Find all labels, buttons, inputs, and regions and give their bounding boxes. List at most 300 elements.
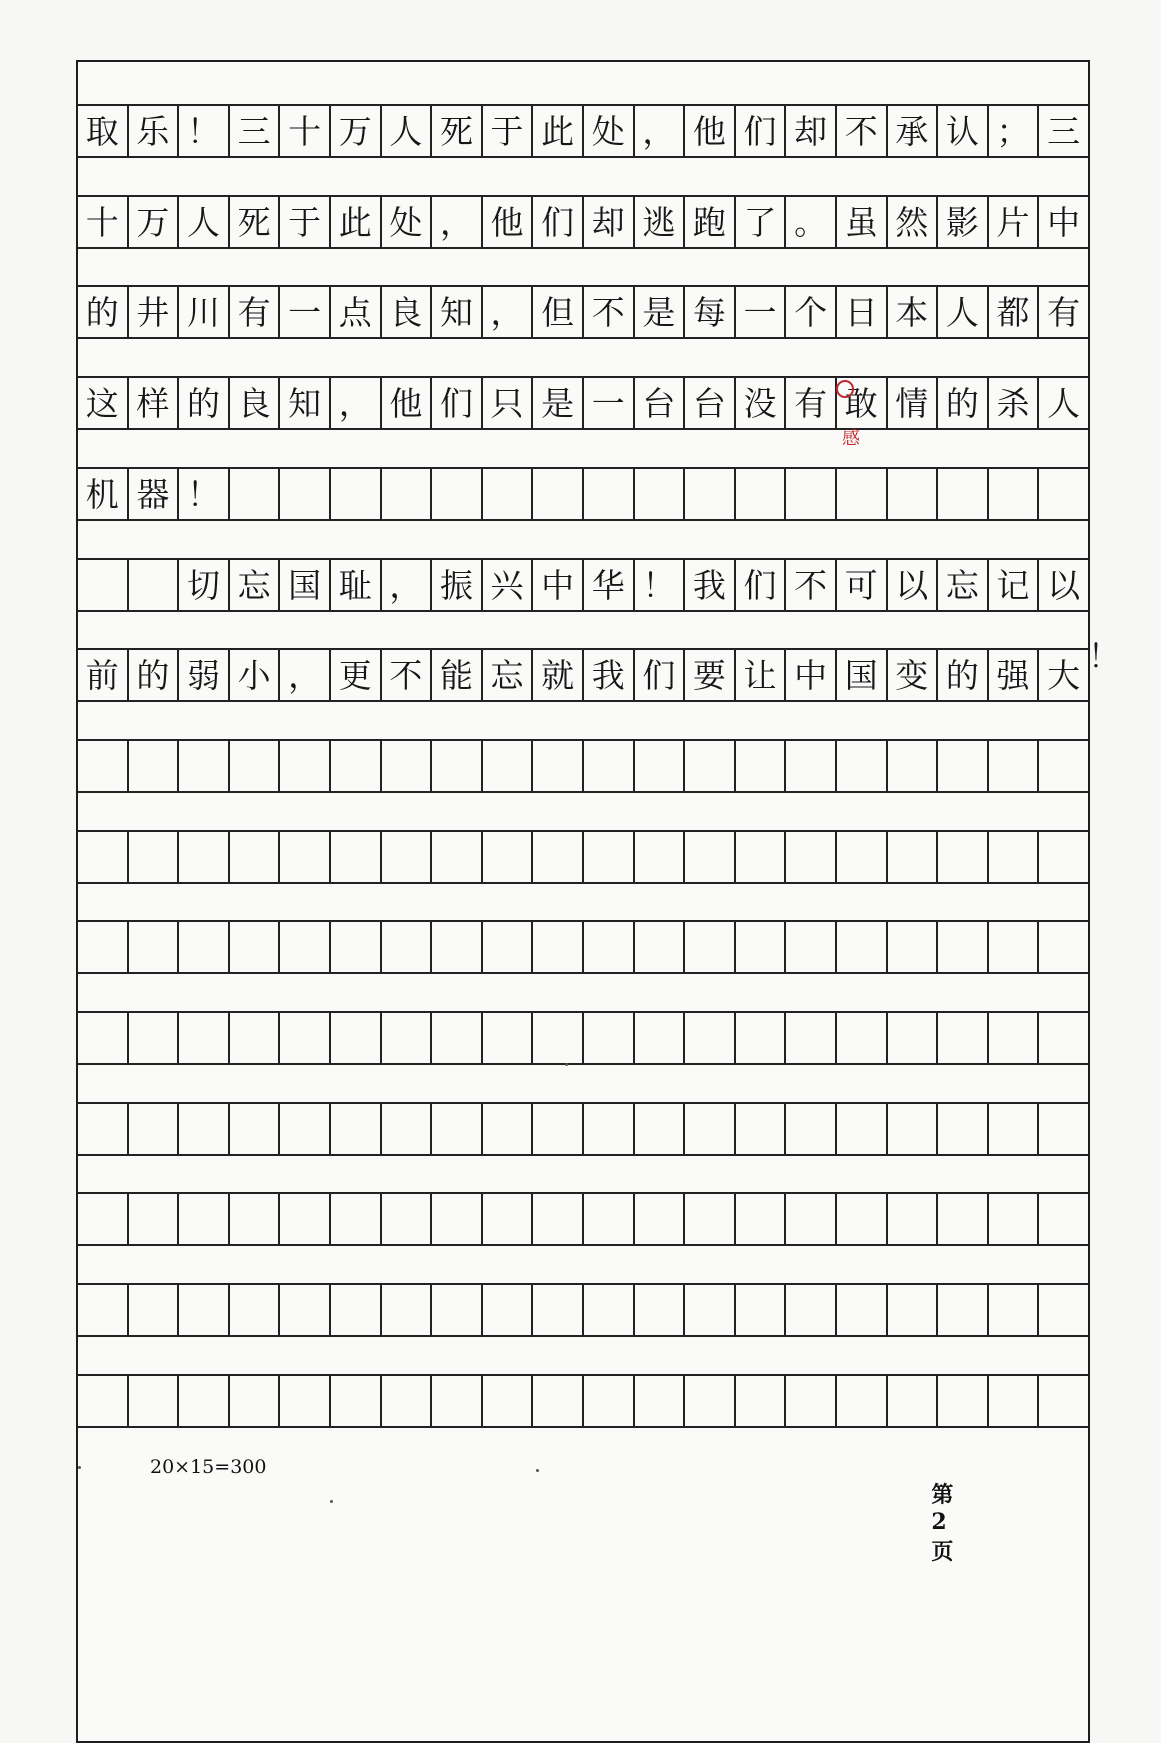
grid-cell <box>533 1376 584 1426</box>
grid-cell: 本 <box>888 287 939 337</box>
grid-cell <box>331 741 382 791</box>
grid-cell: 机 <box>78 469 129 519</box>
teacher-correction: 感 <box>842 428 860 449</box>
grid-cell: 以 <box>1047 565 1081 605</box>
grid-cell: ！ <box>179 469 230 519</box>
grid-cell <box>78 1013 129 1063</box>
grid-cell: 人 <box>1047 383 1081 423</box>
grid-cell: 此 <box>331 197 382 247</box>
grid-cell <box>635 1013 686 1063</box>
grid-cell <box>432 1013 483 1063</box>
grid-cell <box>938 1285 989 1335</box>
grid-cell <box>584 1194 635 1244</box>
grid-cell <box>533 469 584 519</box>
grid-cell <box>685 922 736 972</box>
grid-cell <box>280 1376 331 1426</box>
grid-cell: 川 <box>179 287 230 337</box>
grid-cell: 的 <box>179 378 230 428</box>
grid-cell <box>989 469 1040 519</box>
grid-cell <box>230 1376 281 1426</box>
grid-cell: 跑 <box>685 197 736 247</box>
grid-cell: 他 <box>685 106 736 156</box>
grid-cell: 有 <box>786 378 837 428</box>
grid-cell: 三 <box>1047 111 1081 151</box>
grid-cell <box>837 1013 888 1063</box>
grid-cell <box>584 1104 635 1154</box>
grid-cell <box>635 1194 686 1244</box>
grid-cell <box>230 832 281 882</box>
grid-cell <box>837 1194 888 1244</box>
grid-cell <box>786 832 837 882</box>
grid-row <box>78 376 1088 430</box>
grid-size-label: 20×15=300 <box>150 1456 267 1478</box>
grid-cell: 乐 <box>129 106 180 156</box>
grid-cell <box>483 1104 534 1154</box>
grid-cell: 杀 <box>989 378 1040 428</box>
grid-cell: 是 <box>533 378 584 428</box>
grid-cell: 然 <box>888 197 939 247</box>
grid-cell: 却 <box>584 197 635 247</box>
grid-cell: 知 <box>432 287 483 337</box>
grid-cell <box>584 469 635 519</box>
paper-speck <box>78 1466 81 1469</box>
grid-cell <box>989 741 1040 791</box>
grid-cell <box>685 1376 736 1426</box>
grid-cell <box>786 1013 837 1063</box>
grid-cell: 于 <box>483 106 534 156</box>
grid-cell <box>989 1194 1040 1244</box>
grid-cell <box>938 1194 989 1244</box>
grid-cell: 处 <box>584 106 635 156</box>
grid-cell <box>129 1376 180 1426</box>
grid-cell: ， <box>432 197 483 247</box>
grid-cell <box>230 741 281 791</box>
grid-cell <box>382 741 433 791</box>
grid-cell <box>938 469 989 519</box>
grid-cell <box>685 469 736 519</box>
grid-cell <box>989 1285 1040 1335</box>
grid-cell <box>685 1194 736 1244</box>
grid-cell <box>888 1013 939 1063</box>
grid-cell <box>129 1285 180 1335</box>
grid-cell: 台 <box>635 378 686 428</box>
grid-cell: 十 <box>78 197 129 247</box>
grid-cell: 了 <box>736 197 787 247</box>
grid-cell: 是 <box>635 287 686 337</box>
grid-cell <box>331 1376 382 1426</box>
grid-cell: 的 <box>938 378 989 428</box>
grid-cell <box>1039 1194 1088 1244</box>
grid-cell <box>533 922 584 972</box>
grid-cell: 他 <box>382 378 433 428</box>
correction-circle <box>836 380 854 398</box>
grid-cell <box>179 832 230 882</box>
grid-cell <box>888 1194 939 1244</box>
grid-cell: 强 <box>989 650 1040 700</box>
grid-cell <box>685 1104 736 1154</box>
grid-row <box>78 1192 1088 1246</box>
grid-cell: 记 <box>989 560 1040 610</box>
grid-cell <box>635 1376 686 1426</box>
grid-cell <box>483 1376 534 1426</box>
grid-cell <box>483 1285 534 1335</box>
grid-cell: 他 <box>483 197 534 247</box>
grid-cell <box>938 832 989 882</box>
grid-cell: ， <box>331 378 382 428</box>
grid-cell: 们 <box>736 560 787 610</box>
grid-cell: 有 <box>230 287 281 337</box>
grid-cell <box>888 469 939 519</box>
grid-cell: ， <box>635 106 686 156</box>
grid-cell <box>280 922 331 972</box>
grid-cell <box>989 1376 1040 1426</box>
grid-cell <box>78 1376 129 1426</box>
grid-cell <box>129 1104 180 1154</box>
grid-cell <box>635 1285 686 1335</box>
grid-cell: 取 <box>78 106 129 156</box>
grid-cell: 们 <box>533 197 584 247</box>
grid-cell: 弱 <box>179 650 230 700</box>
grid-cell <box>483 469 534 519</box>
grid-cell: 却 <box>786 106 837 156</box>
line-overflow-punctuation: ！ <box>1088 637 1121 675</box>
grid-cell <box>888 832 939 882</box>
grid-cell <box>129 1013 180 1063</box>
grid-cell <box>483 1194 534 1244</box>
grid-cell <box>786 1376 837 1426</box>
grid-cell <box>533 832 584 882</box>
grid-cell: 我 <box>584 650 635 700</box>
grid-cell <box>736 832 787 882</box>
grid-cell <box>78 1194 129 1244</box>
grid-cell: 忘 <box>230 560 281 610</box>
grid-cell <box>938 922 989 972</box>
grid-cell: 承 <box>888 106 939 156</box>
grid-cell <box>78 741 129 791</box>
grid-cell <box>179 1285 230 1335</box>
grid-cell <box>584 1013 635 1063</box>
grid-cell <box>432 1285 483 1335</box>
grid-cell: 能 <box>432 650 483 700</box>
grid-cell: 日 <box>837 287 888 337</box>
grid-cell <box>331 832 382 882</box>
grid-cell <box>989 1104 1040 1154</box>
grid-cell <box>786 1104 837 1154</box>
grid-row <box>78 1102 1088 1156</box>
grid-cell: 十 <box>280 106 331 156</box>
grid-cell <box>179 1013 230 1063</box>
grid-cell <box>888 1376 939 1426</box>
grid-cell <box>129 922 180 972</box>
grid-cell <box>483 1013 534 1063</box>
grid-cell: 不 <box>584 287 635 337</box>
grid-cell <box>483 832 534 882</box>
grid-cell: 的 <box>129 650 180 700</box>
grid-cell <box>483 922 534 972</box>
grid-cell: 的 <box>78 287 129 337</box>
grid-cell: 我 <box>685 560 736 610</box>
grid-cell <box>179 1104 230 1154</box>
grid-cell: 死 <box>230 197 281 247</box>
page-prefix: 第 <box>931 1482 954 1508</box>
grid-cell <box>786 469 837 519</box>
grid-cell <box>230 1285 281 1335</box>
grid-cell: 人 <box>382 106 433 156</box>
grid-cell: 中 <box>786 650 837 700</box>
grid-cell <box>989 832 1040 882</box>
grid-cell: 每 <box>685 287 736 337</box>
grid-cell: ！ <box>179 106 230 156</box>
grid-cell <box>179 922 230 972</box>
grid-cell <box>635 741 686 791</box>
grid-cell: 不 <box>837 106 888 156</box>
grid-cell: 变 <box>888 650 939 700</box>
grid-row <box>78 830 1088 884</box>
grid-cell: 一 <box>584 378 635 428</box>
grid-row <box>78 648 1088 702</box>
grid-cell <box>685 741 736 791</box>
grid-cell <box>432 1104 483 1154</box>
grid-cell <box>736 741 787 791</box>
grid-cell <box>786 1285 837 1335</box>
grid-cell <box>280 741 331 791</box>
grid-cell <box>685 1285 736 1335</box>
grid-cell: 不 <box>786 560 837 610</box>
grid-cell: 但 <box>533 287 584 337</box>
grid-cell <box>736 469 787 519</box>
grid-cell: 万 <box>331 106 382 156</box>
grid-cell: 一 <box>280 287 331 337</box>
grid-cell <box>129 741 180 791</box>
grid-cell <box>382 469 433 519</box>
grid-cell: 小 <box>230 650 281 700</box>
grid-cell <box>1039 1104 1088 1154</box>
grid-cell <box>1039 1013 1088 1063</box>
grid-cell <box>533 1285 584 1335</box>
grid-cell <box>837 1376 888 1426</box>
grid-cell <box>432 922 483 972</box>
grid-cell <box>533 1104 584 1154</box>
grid-cell: 华 <box>584 560 635 610</box>
grid-cell <box>837 1104 888 1154</box>
grid-cell <box>129 1194 180 1244</box>
grid-cell <box>78 832 129 882</box>
grid-cell: 兴 <box>483 560 534 610</box>
grid-row <box>78 1011 1088 1065</box>
grid-cell <box>938 1376 989 1426</box>
grid-cell: 逃 <box>635 197 686 247</box>
grid-cell: 可 <box>837 560 888 610</box>
grid-cell: 处 <box>382 197 433 247</box>
grid-cell: 大 <box>1047 655 1081 695</box>
grid-cell: 有 <box>1047 292 1081 332</box>
grid-cell <box>230 1013 281 1063</box>
grid-cell: 切 <box>179 560 230 610</box>
grid-cell: 耻 <box>331 560 382 610</box>
grid-cell <box>179 1376 230 1426</box>
page-suffix: 页 <box>931 1539 954 1565</box>
paper-speck <box>330 1500 333 1503</box>
grid-cell: 影 <box>938 197 989 247</box>
grid-cell: 以 <box>888 560 939 610</box>
grid-cell <box>786 922 837 972</box>
grid-cell <box>584 741 635 791</box>
grid-cell <box>1039 922 1088 972</box>
grid-cell: 们 <box>635 650 686 700</box>
grid-row <box>78 467 1088 521</box>
grid-cell <box>837 1285 888 1335</box>
grid-cell <box>230 1104 281 1154</box>
grid-cell <box>382 922 433 972</box>
grid-cell <box>888 1285 939 1335</box>
grid-row <box>78 1283 1088 1337</box>
grid-cell <box>280 469 331 519</box>
grid-cell: 振 <box>432 560 483 610</box>
grid-cell <box>584 832 635 882</box>
grid-cell <box>1039 1285 1088 1335</box>
grid-cell: 三 <box>230 106 281 156</box>
grid-cell: ； <box>989 106 1040 156</box>
grid-cell <box>78 922 129 972</box>
grid-cell <box>129 832 180 882</box>
grid-cell: 片 <box>989 197 1040 247</box>
grid-cell <box>837 741 888 791</box>
grid-cell <box>331 922 382 972</box>
grid-cell <box>635 922 686 972</box>
grid-cell <box>483 741 534 791</box>
grid-cell: 更 <box>331 650 382 700</box>
grid-cell: 点 <box>331 287 382 337</box>
grid-cell: ， <box>382 560 433 610</box>
grid-cell: 个 <box>786 287 837 337</box>
page-number: 2 <box>931 1509 947 1535</box>
grid-cell <box>635 832 686 882</box>
grid-cell: 于 <box>280 197 331 247</box>
grid-cell <box>938 741 989 791</box>
grid-cell <box>786 741 837 791</box>
grid-cell <box>432 741 483 791</box>
grid-cell <box>736 1194 787 1244</box>
grid-cell: 情 <box>888 378 939 428</box>
grid-cell <box>382 1194 433 1244</box>
grid-cell: 前 <box>78 650 129 700</box>
grid-cell <box>533 1194 584 1244</box>
grid-cell: 国 <box>280 560 331 610</box>
grid-cell <box>736 1104 787 1154</box>
grid-cell <box>938 1013 989 1063</box>
grid-cell <box>938 1104 989 1154</box>
grid-cell <box>584 1376 635 1426</box>
grid-cell <box>331 1285 382 1335</box>
grid-cell <box>179 741 230 791</box>
grid-cell: 只 <box>483 378 534 428</box>
grid-cell <box>230 922 281 972</box>
grid-cell <box>280 1013 331 1063</box>
grid-cell <box>331 1104 382 1154</box>
grid-cell <box>78 560 129 610</box>
grid-cell <box>432 1376 483 1426</box>
grid-cell: 人 <box>938 287 989 337</box>
grid-cell: 此 <box>533 106 584 156</box>
grid-cell: 就 <box>533 650 584 700</box>
grid-cell: 这 <box>78 378 129 428</box>
grid-cell <box>382 1376 433 1426</box>
grid-cell <box>736 1013 787 1063</box>
grid-cell <box>837 469 888 519</box>
grid-cell <box>382 1013 433 1063</box>
grid-cell: 们 <box>432 378 483 428</box>
grid-cell <box>888 1104 939 1154</box>
grid-cell: 要 <box>685 650 736 700</box>
grid-cell: 中 <box>533 560 584 610</box>
grid-cell <box>230 1194 281 1244</box>
grid-row <box>78 739 1088 793</box>
grid-cell: ， <box>280 650 331 700</box>
grid-row <box>78 104 1088 158</box>
grid-cell: 的 <box>938 650 989 700</box>
grid-cell <box>736 922 787 972</box>
grid-cell: 样 <box>129 378 180 428</box>
grid-cell: 国 <box>837 650 888 700</box>
grid-cell: 认 <box>938 106 989 156</box>
grid-cell <box>837 922 888 972</box>
grid-cell <box>432 832 483 882</box>
grid-cell: 敢 <box>837 378 888 428</box>
grid-cell: ， <box>483 287 534 337</box>
grid-cell: 。 <box>786 197 837 247</box>
grid-cell <box>685 832 736 882</box>
grid-cell <box>584 1285 635 1335</box>
grid-cell: 不 <box>382 650 433 700</box>
grid-cell <box>179 1194 230 1244</box>
page-number-label <box>916 1452 953 1566</box>
grid-cell: 都 <box>989 287 1040 337</box>
grid-cell <box>989 922 1040 972</box>
grid-cell <box>685 1013 736 1063</box>
grid-cell <box>584 922 635 972</box>
grid-cell <box>1039 1376 1088 1426</box>
grid-cell <box>78 1104 129 1154</box>
grid-cell <box>382 1104 433 1154</box>
grid-cell <box>382 832 433 882</box>
grid-cell: 良 <box>230 378 281 428</box>
grid-cell <box>1039 832 1088 882</box>
grid-cell <box>280 1104 331 1154</box>
grid-cell <box>78 1285 129 1335</box>
grid-cell: 中 <box>1047 202 1081 242</box>
grid-cell: 们 <box>736 106 787 156</box>
paper-speck <box>565 1063 568 1066</box>
grid-cell <box>432 1194 483 1244</box>
grid-cell: 知 <box>280 378 331 428</box>
grid-cell <box>432 469 483 519</box>
grid-cell <box>331 469 382 519</box>
grid-cell <box>280 1194 331 1244</box>
grid-cell <box>280 832 331 882</box>
grid-row <box>78 920 1088 974</box>
grid-cell: 死 <box>432 106 483 156</box>
grid-cell <box>736 1285 787 1335</box>
grid-cell <box>533 1013 584 1063</box>
grid-cell: 虽 <box>837 197 888 247</box>
grid-cell: 台 <box>685 378 736 428</box>
grid-cell <box>837 832 888 882</box>
grid-cell: 器 <box>129 469 180 519</box>
grid-row <box>78 195 1088 249</box>
grid-cell: 忘 <box>938 560 989 610</box>
grid-cell: 万 <box>129 197 180 247</box>
grid-cell <box>382 1285 433 1335</box>
